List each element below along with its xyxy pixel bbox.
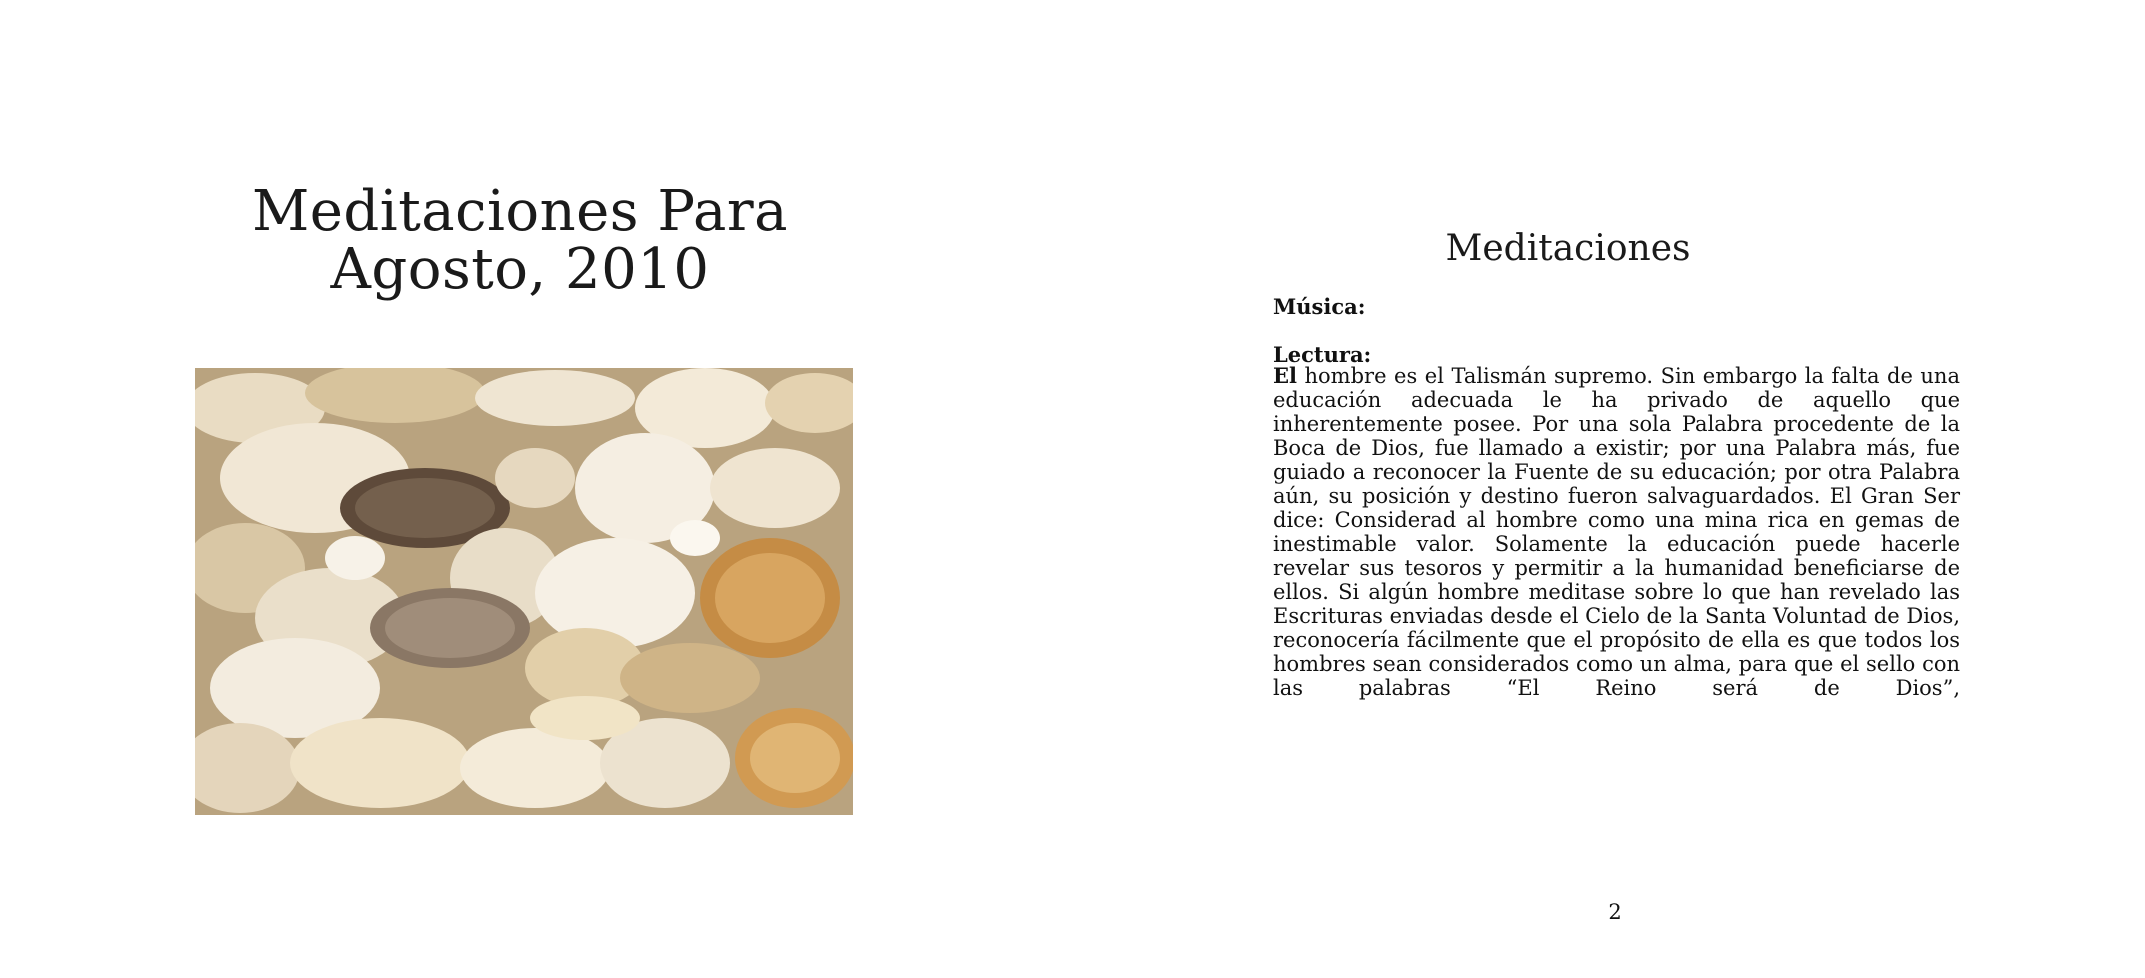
reading-body: hombre es el Talismán supremo. Sin embargo la falta de una educación adecuada le ha privado de aquello que inherentemente posee. Por una sola Palabra procedente de la Boca de Dios, fue llamado a existir; por una Palabra más, fue guiado a reconocer la Fuente de su educación; por otra Palabra aún, su posición y destino fueron salvaguardados. El Gran Ser dice: Considerad al hombre como una mina rica en gemas de inestimable valor. Solamente la educación puede hacerle revelar sus tesoros y permitir a la humanidad beneficiarse de ellos. Si algún hombre meditase sobre lo que han revelado las Escrituras enviadas desde el Cielo de la Santa Voluntad de Dios, reconocería fácilmente que el propósito de ella es que todos los hombres sean considerados como un alma, para que el sello con las palabras “El Reino será de Dios”, — [1273, 364, 1960, 700]
reading-paragraph — [1273, 364, 1960, 700]
section-heading: Meditaciones — [1445, 228, 1691, 269]
reading-label: Lectura: — [1273, 342, 1372, 367]
page-number: 2 — [1608, 900, 1622, 924]
reading-lead-word: El — [1273, 363, 1297, 388]
cover-title-line-2: Agosto, 2010 — [330, 236, 710, 302]
cover-title — [170, 178, 870, 302]
cover-title-line-1: Meditaciones Para — [251, 178, 789, 244]
seashells-illustration — [195, 368, 853, 815]
seashells-image — [195, 368, 853, 815]
music-label: Música: — [1273, 294, 1366, 319]
